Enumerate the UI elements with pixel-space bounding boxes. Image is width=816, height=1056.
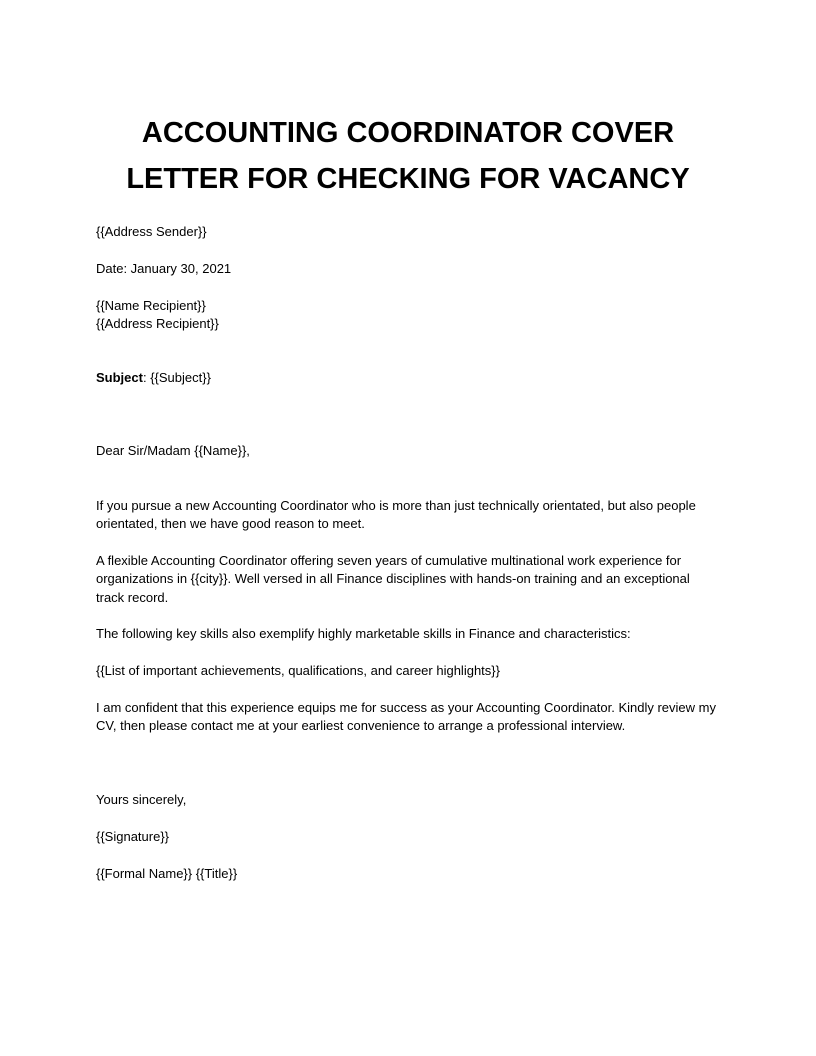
document-title [96,110,720,202]
formal-name-title: {{Formal Name}} {{Title}} [96,866,238,881]
salutation: Dear Sir/Madam {{Name}}, [96,443,250,458]
subject-line [96,369,720,387]
name-recipient: {{Name Recipient}} [96,298,206,313]
paragraph-intro: If you pursue a new Accounting Coordinator who is more than just technically orientated, but also people orientated, then we have good reason to meet. [96,498,696,532]
title-line-1: ACCOUNTING COORDINATOR COVER [141,117,675,149]
address-sender: {{Address Sender}} [96,224,207,239]
paragraph-achievements: {{List of important achievements, qualifications, and career highlights}} [96,663,500,678]
closing-phrase: Yours sincerely, [96,792,187,807]
signature: {{Signature}} [96,829,170,844]
letter-date: Date: January 30, 2021 [96,261,232,276]
paragraph-closing: I am confident that this experience equips me for success as your Accounting Coordinator. Kindly review my CV, then please contact me at your earliest convenience to arrange a professional interview. [96,700,716,734]
paragraph-key-skills: The following key skills also exemplify highly marketable skills in Finance and characteristics: [96,626,631,641]
subject-label: Subject [96,370,143,385]
title-line-2: LETTER FOR CHECKING FOR VACANCY [126,163,690,195]
paragraph-experience: A flexible Accounting Coordinator offering seven years of cumulative multinational work experience for organizations in {{city}}. Well versed in all Finance disciplines with hands-on training and an exceptional track record. [96,553,690,605]
subject-value: : {{Subject}} [142,370,211,385]
address-recipient: {{Address Recipient}} [96,316,219,331]
